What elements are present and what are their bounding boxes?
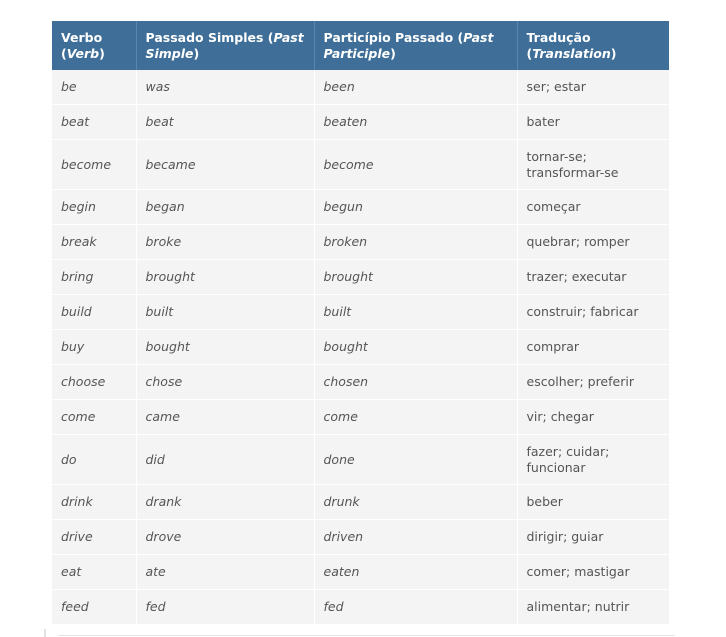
cell-translation: alimentar; nutrir xyxy=(517,590,669,625)
cell-past-simple: beat xyxy=(136,105,314,140)
cell-past-participle: been xyxy=(314,70,517,105)
cell-past-simple: began xyxy=(136,190,314,225)
cell-verb: feed xyxy=(52,590,136,625)
cell-past-simple: brought xyxy=(136,260,314,295)
table-row xyxy=(52,295,669,330)
header-past-participle: Particípio Passado (Past Participle) xyxy=(314,21,517,70)
cell-past-participle: chosen xyxy=(314,365,517,400)
header-translation: Tradução (Translation) xyxy=(517,21,669,70)
table-row xyxy=(52,520,669,555)
cell-translation: vir; chegar xyxy=(517,400,669,435)
header-verb: Verbo (Verb) xyxy=(52,21,136,70)
cell-translation: dirigir; guiar xyxy=(517,520,669,555)
cell-past-participle: drunk xyxy=(314,485,517,520)
cell-verb: eat xyxy=(52,555,136,590)
cell-verb: come xyxy=(52,400,136,435)
cell-past-participle: built xyxy=(314,295,517,330)
cell-past-participle: broken xyxy=(314,225,517,260)
cell-verb: do xyxy=(52,435,136,485)
cell-past-simple: ate xyxy=(136,555,314,590)
cell-past-simple: drove xyxy=(136,520,314,555)
cell-past-simple: bought xyxy=(136,330,314,365)
cell-translation: quebrar; romper xyxy=(517,225,669,260)
cell-past-simple: did xyxy=(136,435,314,485)
cell-verb: bring xyxy=(52,260,136,295)
table-row xyxy=(52,70,669,105)
cell-past-participle: done xyxy=(314,435,517,485)
cell-past-participle: become xyxy=(314,140,517,190)
header-row xyxy=(52,21,669,70)
cell-verb: begin xyxy=(52,190,136,225)
cell-past-participle: brought xyxy=(314,260,517,295)
footer-tick xyxy=(44,629,46,637)
footer-divider xyxy=(58,635,675,636)
cell-verb: choose xyxy=(52,365,136,400)
table-body xyxy=(52,70,669,625)
cell-past-participle: come xyxy=(314,400,517,435)
cell-verb: drink xyxy=(52,485,136,520)
cell-past-simple: broke xyxy=(136,225,314,260)
header-past-simple: Passado Simples (Past Simple) xyxy=(136,21,314,70)
cell-past-simple: chose xyxy=(136,365,314,400)
table-row xyxy=(52,105,669,140)
cell-past-simple: was xyxy=(136,70,314,105)
table-row xyxy=(52,555,669,590)
irregular-verbs-table xyxy=(52,21,669,625)
table-row xyxy=(52,330,669,365)
cell-translation: construir; fabricar xyxy=(517,295,669,330)
cell-past-participle: fed xyxy=(314,590,517,625)
cell-translation: começar xyxy=(517,190,669,225)
cell-verb: buy xyxy=(52,330,136,365)
cell-translation: ser; estar xyxy=(517,70,669,105)
cell-verb: become xyxy=(52,140,136,190)
table-row xyxy=(52,435,669,485)
cell-past-participle: bought xyxy=(314,330,517,365)
cell-translation: trazer; executar xyxy=(517,260,669,295)
table-row xyxy=(52,225,669,260)
cell-verb: be xyxy=(52,70,136,105)
cell-past-participle: beaten xyxy=(314,105,517,140)
cell-translation: comprar xyxy=(517,330,669,365)
cell-past-simple: drank xyxy=(136,485,314,520)
cell-translation: comer; mastigar xyxy=(517,555,669,590)
cell-verb: drive xyxy=(52,520,136,555)
cell-past-simple: became xyxy=(136,140,314,190)
cell-translation: escolher; preferir xyxy=(517,365,669,400)
cell-past-simple: built xyxy=(136,295,314,330)
cell-translation: bater xyxy=(517,105,669,140)
cell-translation: fazer; cuidar; funcionar xyxy=(517,435,669,485)
cell-past-simple: fed xyxy=(136,590,314,625)
table-row xyxy=(52,365,669,400)
cell-verb: beat xyxy=(52,105,136,140)
cell-past-participle: driven xyxy=(314,520,517,555)
cell-verb: build xyxy=(52,295,136,330)
table-row xyxy=(52,190,669,225)
cell-translation: tornar-se; transformar-se xyxy=(517,140,669,190)
table-header xyxy=(52,21,669,70)
table-row xyxy=(52,400,669,435)
cell-past-participle: begun xyxy=(314,190,517,225)
cell-translation: beber xyxy=(517,485,669,520)
table-row xyxy=(52,485,669,520)
cell-past-simple: came xyxy=(136,400,314,435)
cell-past-participle: eaten xyxy=(314,555,517,590)
table-row xyxy=(52,140,669,190)
table-row xyxy=(52,260,669,295)
irregular-verbs-table-container xyxy=(52,21,669,625)
table-row xyxy=(52,590,669,625)
cell-verb: break xyxy=(52,225,136,260)
